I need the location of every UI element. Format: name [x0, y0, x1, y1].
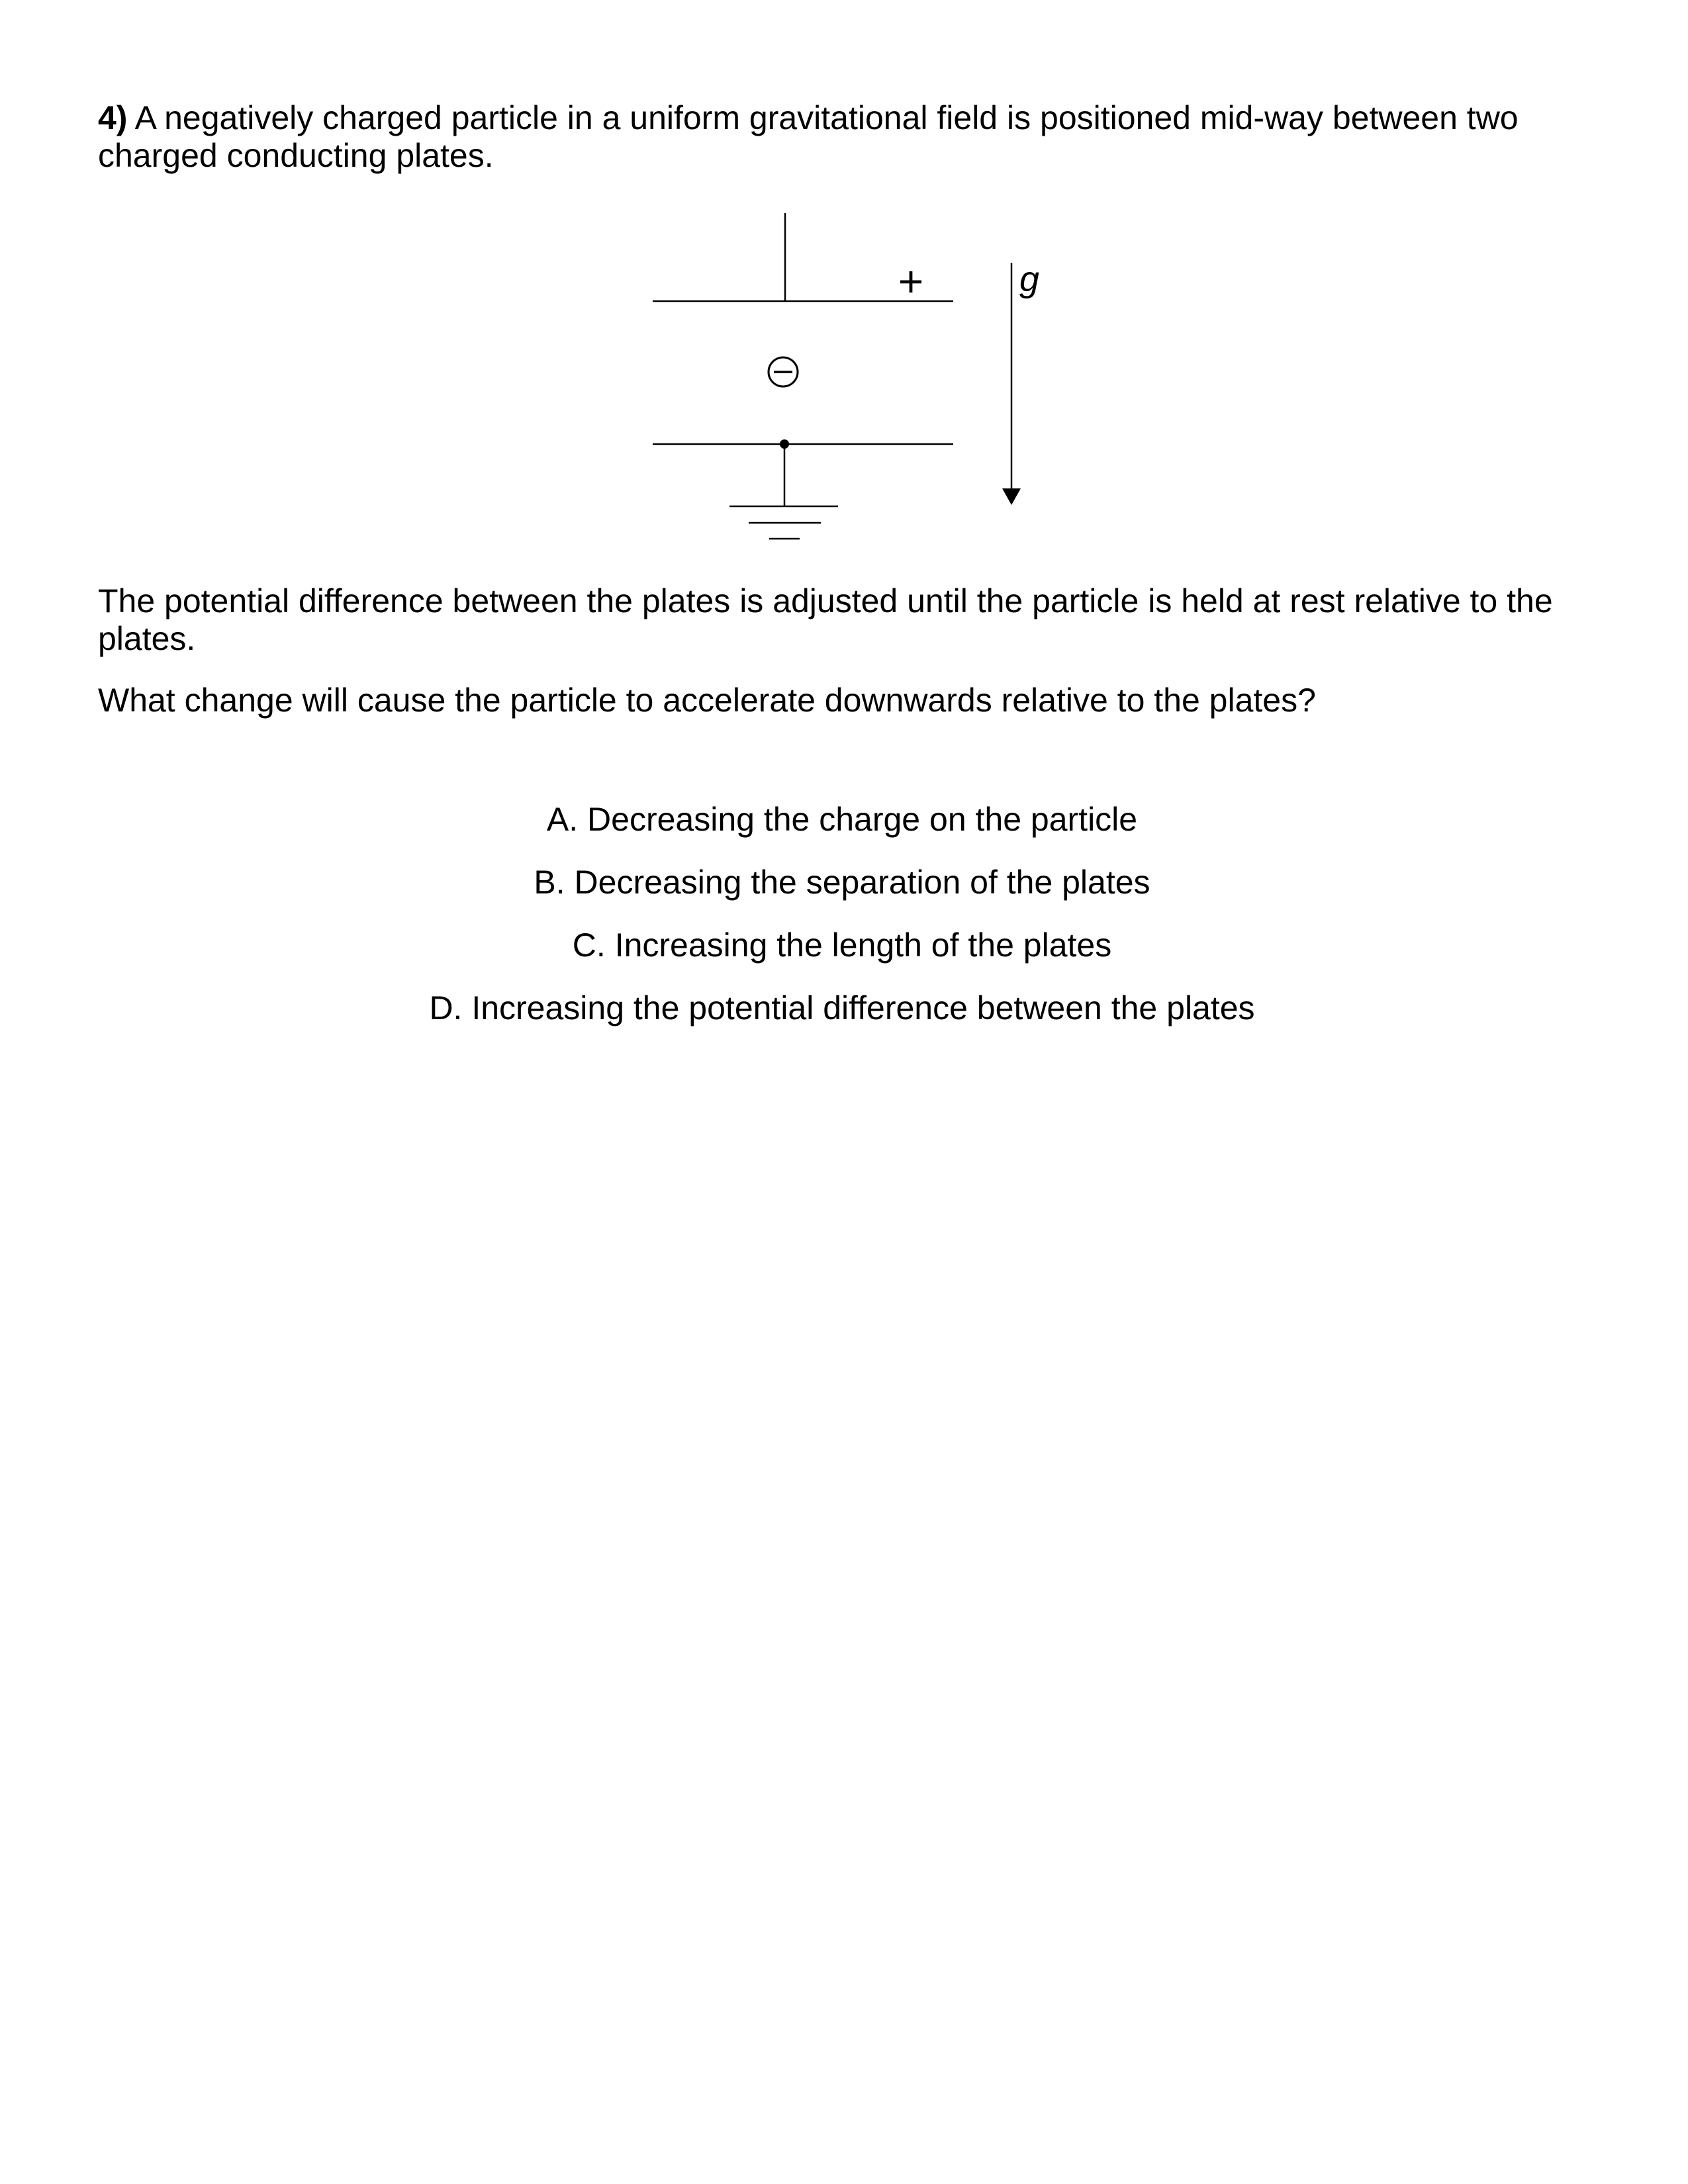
- gravity-label: g: [1019, 259, 1040, 299]
- plus-sign: +: [898, 257, 924, 306]
- answer-options: [0, 801, 1688, 1052]
- gravity-arrowhead: [1002, 488, 1021, 505]
- question-intro-text: A negatively charged particle in a uniform gravitational field is positioned mid-way between two charged conducting plates.: [98, 99, 1519, 174]
- parallel-plates-diagram: [0, 0, 1688, 596]
- question-setup: The potential difference between the plates is adjusted until the particle is held at rest relative to the plates.: [98, 582, 1553, 657]
- option-a[interactable]: A. Decreasing the charge on the particle: [546, 801, 1138, 838]
- option-c[interactable]: C. Increasing the length of the plates: [572, 927, 1112, 964]
- question-ask: What change will cause the particle to accelerate downwards relative to the plates?: [98, 682, 1316, 719]
- option-b[interactable]: B. Decreasing the separation of the plates: [534, 864, 1150, 901]
- option-d[interactable]: D. Increasing the potential difference between the plates: [429, 989, 1255, 1026]
- question-number: 4): [98, 99, 128, 136]
